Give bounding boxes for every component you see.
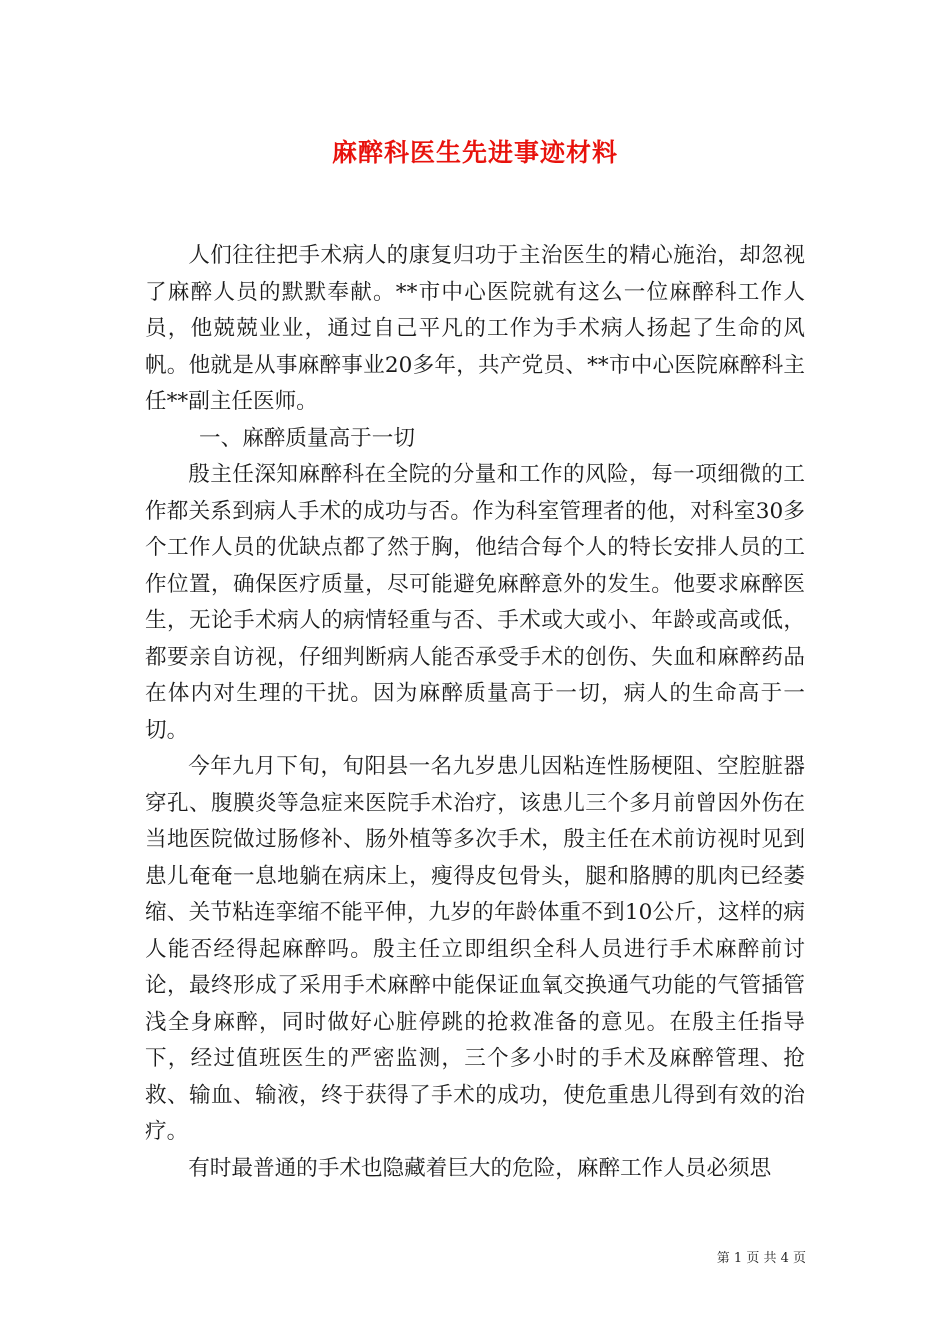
page-number: 第 1 页 共 4 页 — [716, 1251, 806, 1266]
body-paragraph: 殷主任深知麻醉科在全院的分量和工作的风险，每一项细微的工作都关系到病人手术的成功与否。作为科室管理者的他，对科室30多个工作人员的优缺点都了然于胸，他结合每个人的特长安排人员的工作位置，确保医疗质量，尽可能避免麻醉意外的发生。他要求麻醉医生，无论手术病人的病情轻重与否、手术或大或小、年龄或高或低，都要亲自访视，仔细判断病人能否承受手术的创伤、失血和麻醉药品在体内对生理的干扰。因为麻醉质量高于一切，病人的生命高于一切。 — [145, 462, 805, 743]
section-heading: 一、麻醉质量高于一切 — [199, 425, 415, 451]
document-body — [145, 238, 805, 1187]
body-paragraph: 今年九月下旬，旬阳县一名九岁患儿因粘连性肠梗阻、空腔脏器穿孔、腹膜炎等急症来医院手术治疗，该患儿三个多月前曾因外伤在当地医院做过肠修补、肠外植等多次手术，殷主任在术前访视时见到患儿奄奄一息地躺在病床上，瘦得皮包骨头，腿和胳膊的肌肉已经萎缩、关节粘连挛缩不能平伸，九岁的年龄体重不到10公斤，这样的病人能否经得起麻醉吗。殷主任立即组织全科人员进行手术麻醉前讨论，最终形成了采用手术麻醉中能保证血氧交换通气功能的气管插管浅全身麻醉，同时做好心脏停跳的抢救准备的意见。在殷主任指导下，经过值班医生的严密监测，三个多小时的手术及麻醉管理、抢救、输血、输液，终于获得了手术的成功，使危重患儿得到有效的治疗。 — [145, 754, 805, 1144]
page-title: 麻醉科医生先进事迹材料 — [331, 138, 618, 167]
body-paragraph: 有时最普通的手术也隐藏着巨大的危险，麻醉工作人员必须思 — [188, 1155, 772, 1181]
intro-paragraph: 人们往往把手术病人的康复归功于主治医生的精心施治，却忽视了麻醉人员的默默奉献。**市中心医院就有这么一位麻醉科工作人员，他兢兢业业，通过自己平凡的工作为手术病人扬起了生命的风帆。他就是从事麻醉事业20多年，共产党员、**市中心医院麻醉科主任**副主任医师。 — [145, 243, 805, 414]
